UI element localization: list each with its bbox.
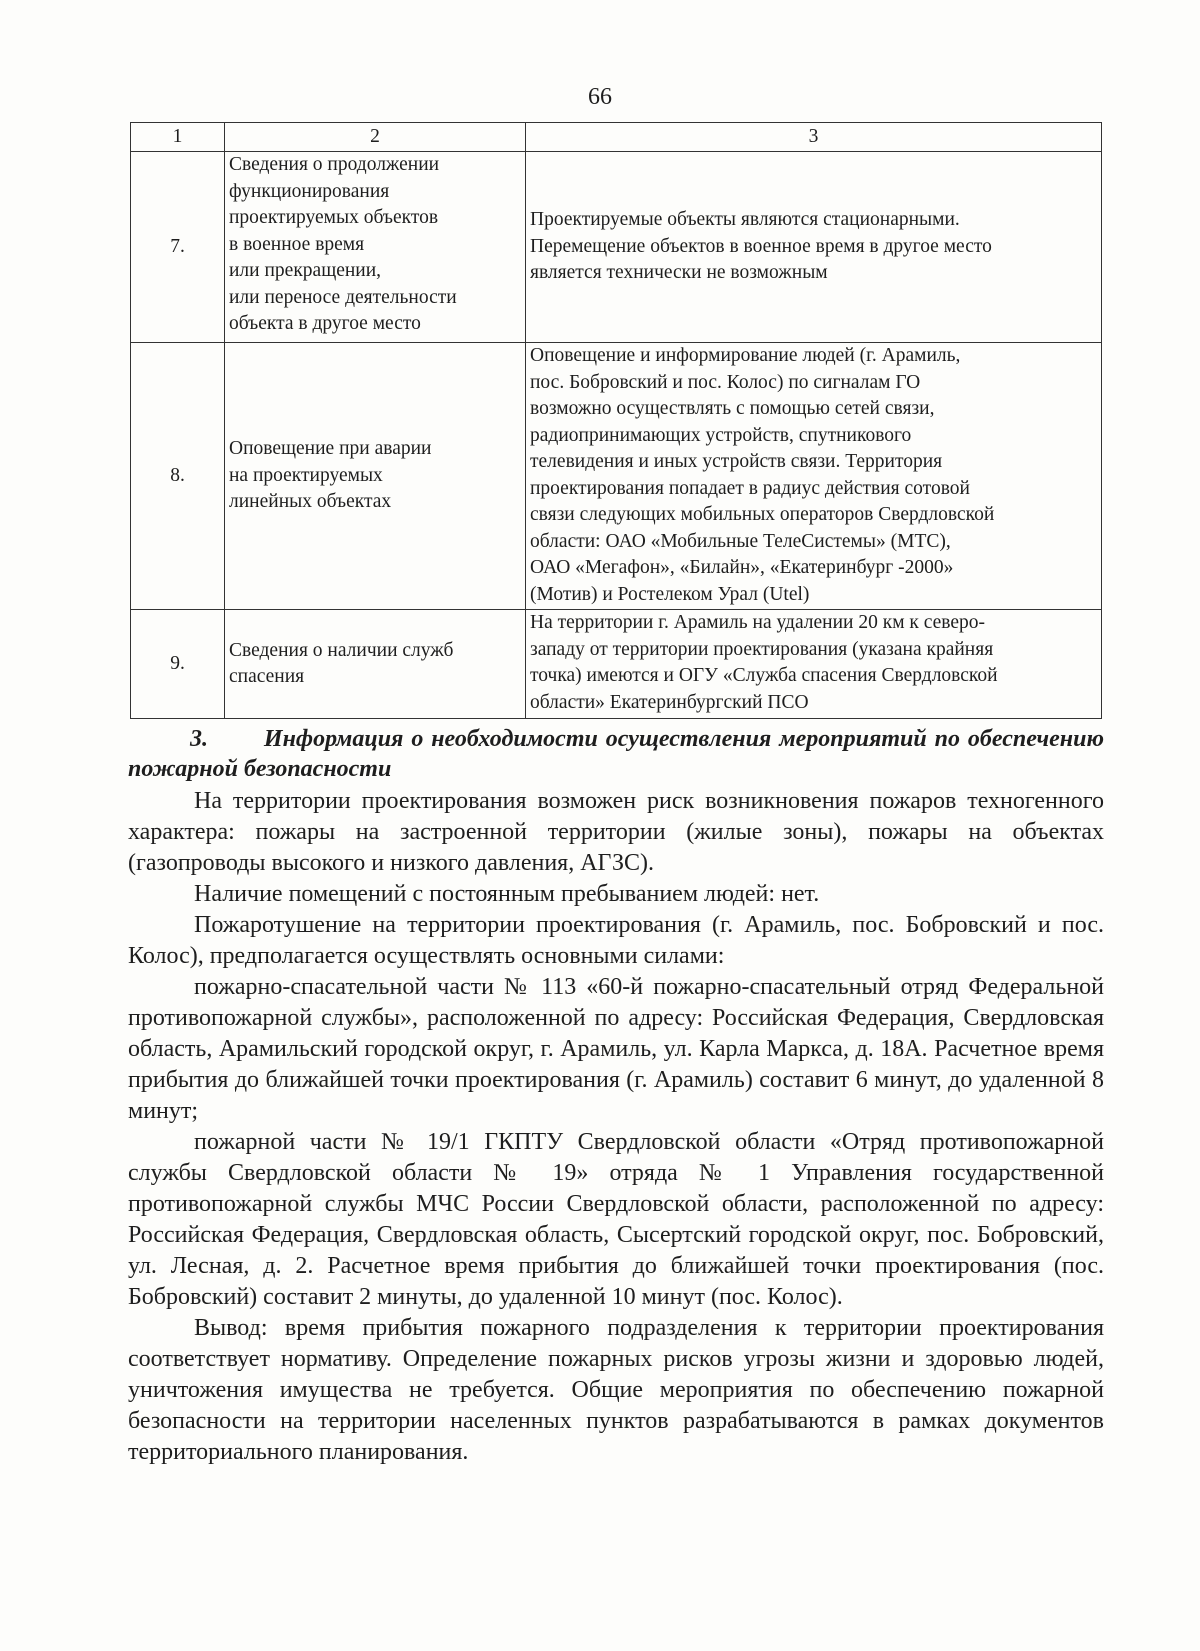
table-row [131, 152, 1102, 343]
section-heading [128, 724, 1104, 784]
row-details: На территории г. Арамиль на удалении 20 км к северо- западу от территории проектирования (указана крайняя точка) имеются и ОГУ «Служба спасения Свердловской области» Екатеринбургский ПСО [526, 610, 1102, 719]
page-number: 66 [588, 84, 612, 110]
info-table [130, 122, 1102, 719]
paragraph: На территории проектирования возможен риск возникновения пожаров техногенного характера: пожары на застроенной территории (жилые зоны), пожары на объектах (газопроводы высокого и низкого давления, АГЗС). [128, 788, 1104, 876]
row-topic: Сведения о наличии служб спасения [225, 610, 526, 719]
row-number: 7. [131, 152, 225, 343]
paragraph: пожарно-спасательной части № 113 «60-й пожарно-спасательный отряд Федеральной противопожарной службы», расположенной по адресу: Российская Федерация, Свердловская область, Арамильский городской округ, г. Арамиль, ул. Карла Маркса, д. 18А. Расчетное время прибытия до ближайшей точки проектирования (г. Арамиль) составит 6 минут, до удаленной 8 минут; [128, 974, 1104, 1124]
row-details: Проектируемые объекты являются стационарными. Перемещение объектов в военное время в другое место является технически не возможным [526, 152, 1102, 343]
row-topic: Сведения о продолжении функционирования проектируемых объектов в военное время или прекращении, или переносе деятельности объекта в другое место [225, 152, 526, 343]
section-number: 3. [190, 726, 208, 752]
header-col-3: 3 [526, 123, 1102, 152]
row-number: 8. [131, 343, 225, 610]
row-number: 9. [131, 610, 225, 719]
paragraph: Наличие помещений с постоянным пребыванием людей: нет. [194, 881, 820, 907]
header-col-2: 2 [225, 123, 526, 152]
paragraph: Вывод: время прибытия пожарного подразделения к территории проектирования соответствует нормативу. Определение пожарных рисков угрозы жизни и здоровью людей, уничтожения имущества не требуется. Общие мероприятия по обеспечению пожарной безопасности на территории населенных пунктов разрабатываются в рамках документов территориального планирования. [128, 1315, 1104, 1465]
paragraph: пожарной части № 19/1 ГКПТУ Свердловской области «Отряд противопожарной службы Свердловской области № 19» отряда № 1 Управления государственной противопожарной службы МЧС России Свердловской области, расположенной по адресу: Российская Федерация, Свердловская область, Сысертский городской округ, пос. Бобровский, ул. Лесная, д. 2. Расчетное время прибытия до ближайшей точки проектирования (пос. Бобровский) составит 2 минуты, до удаленной 10 минут (пос. Колос). [128, 1129, 1104, 1310]
row-topic: Оповещение при аварии на проектируемых линейных объектах [225, 343, 526, 610]
table-header-row [131, 123, 1102, 152]
paragraph: Пожаротушение на территории проектирования (г. Арамиль, пос. Бобровский и пос. Колос), предполагается осуществлять основными силами: [128, 912, 1104, 969]
table-row [131, 610, 1102, 719]
section-body [128, 786, 1104, 1468]
section-title: Информация о необходимости осуществления мероприятий по обеспечению пожарной безопасности [128, 726, 1104, 782]
row-details: Оповещение и информирование людей (г. Арамиль, пос. Бобровский и пос. Колос) по сигналам ГО возможно осуществлять с помощью сетей связи, радиопринимающих устройств, спутникового телевидения и иных устройств связи. Территория проектирования попадает в радиус действия сотовой связи следующих мобильных операторов Свердловской области: ОАО «Мобильные ТелеСистемы» (МТС), ОАО «Мегафон», «Билайн», «Екатеринбург -2000» (Мотив) и Ростелеком Урал (Utel) [526, 343, 1102, 610]
table-row [131, 343, 1102, 610]
header-col-1: 1 [131, 123, 225, 152]
